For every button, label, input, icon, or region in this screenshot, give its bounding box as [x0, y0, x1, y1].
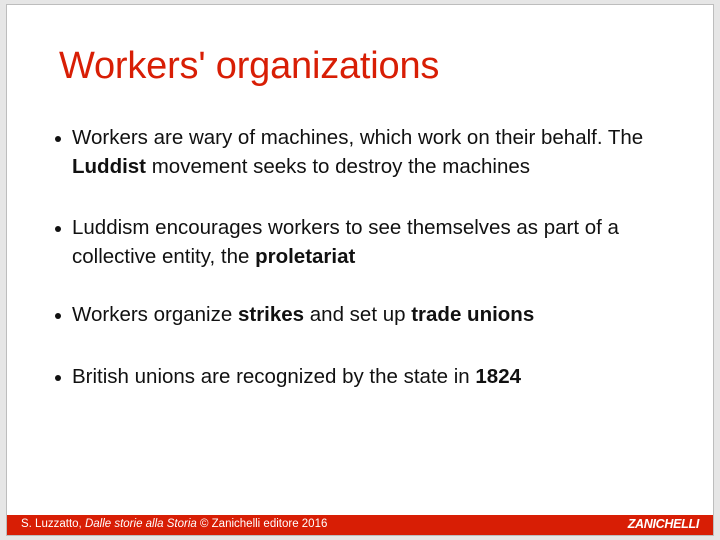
footer-credit	[21, 518, 327, 530]
bullet-item	[54, 123, 664, 181]
footer-author: S. Luzzatto,	[21, 518, 85, 530]
bullet-bold-term: strikes	[237, 303, 305, 326]
footer-book-title: Dalle storie alla Storia	[84, 518, 197, 530]
bullet-bold-term: Luddist	[72, 155, 147, 178]
bullet-list	[54, 123, 664, 391]
footer-publisher: © Zanichelli editore 2016	[196, 518, 328, 530]
bullet-text: Luddism encourages workers to see themselves as part of a collective entity, the	[72, 216, 619, 268]
bullet-item	[54, 362, 664, 391]
footer-bar	[7, 515, 713, 535]
bullet-bold-term: trade unions	[411, 303, 535, 326]
bullet-item	[54, 300, 664, 329]
bullet-dot-icon	[55, 375, 61, 381]
slide	[6, 4, 714, 536]
bullet-bold-term: proletariat	[255, 245, 356, 268]
bullet-text: Workers organize	[72, 303, 238, 326]
publisher-logo: ZANICHELLI	[627, 517, 699, 531]
bullet-dot-icon	[55, 313, 61, 319]
bullet-dot-icon	[55, 136, 61, 142]
bullet-text: Workers are wary of machines, which work on their behalf. The	[72, 126, 644, 149]
bullet-text: British unions are recognized by the state in	[72, 365, 476, 388]
bullet-text: and set up	[304, 303, 412, 326]
slide-title: Workers' organizations	[59, 45, 440, 87]
bullet-bold-term: 1824	[475, 365, 522, 388]
bullet-item	[54, 213, 664, 271]
bullet-text: movement seeks to destroy the machines	[146, 155, 531, 178]
bullet-dot-icon	[55, 226, 61, 232]
